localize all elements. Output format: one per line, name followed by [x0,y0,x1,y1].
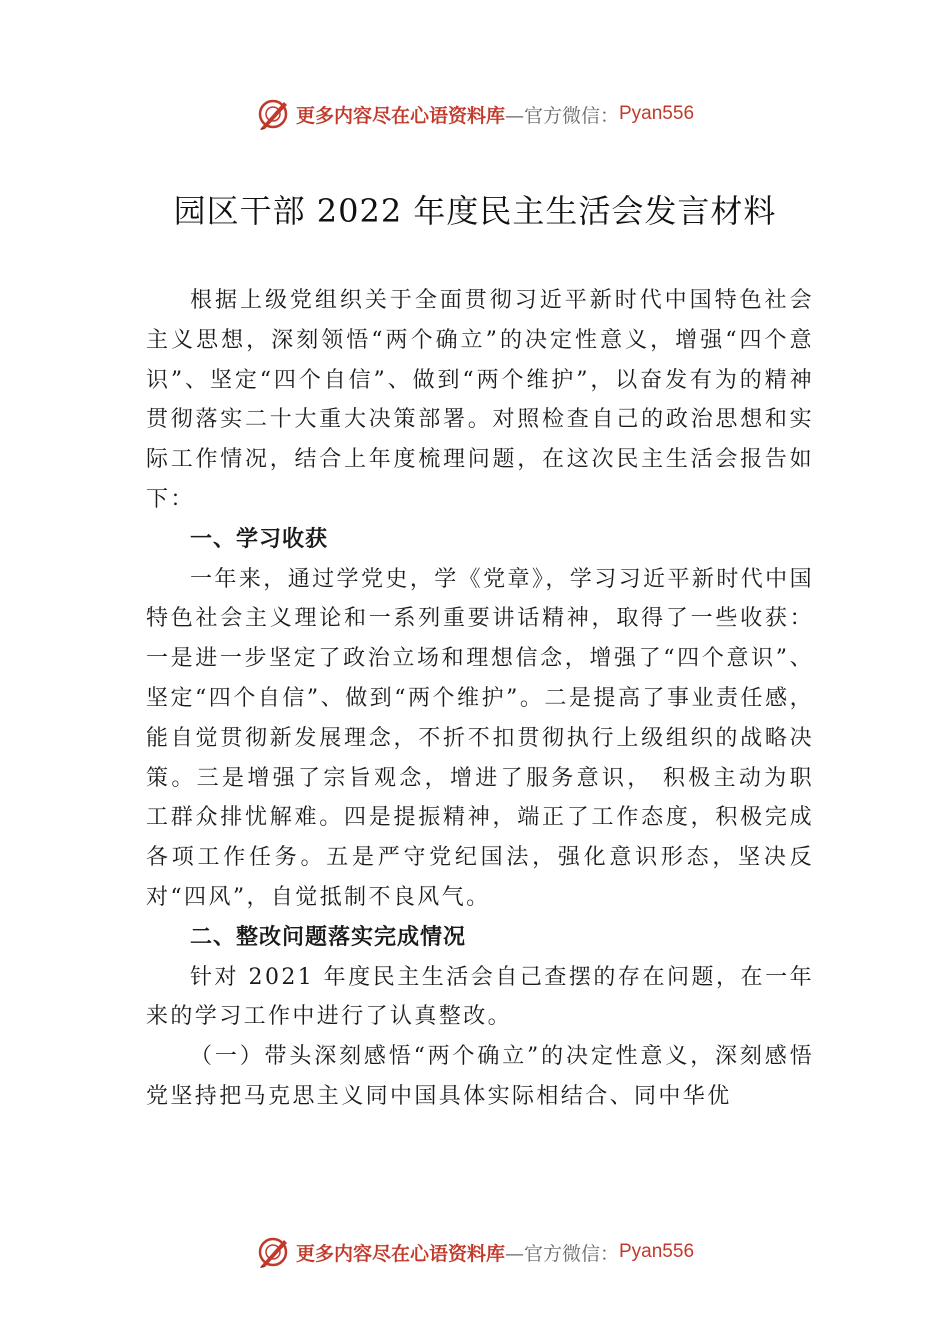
document-title: 园区干部 2022 年度民主生活会发言材料 [173,192,777,230]
watermark-footer [0,1232,950,1272]
heading-learning-gains: 一、学习收获 [190,526,329,552]
heading-rectification: 二、整改问题落实完成情况 [190,924,467,950]
watermark-grey-text: —官方微信： [504,1242,619,1265]
paragraph-learning-gains: 一年来，通过学党史，学《党章》，学习习近平新时代中国特色社会主义理论和一系列重要讲话精神，取得了一些收获：一是进一步坚定了政治立场和理想信念，增强了“四个意识”、坚定“四个自信”、做到“两个维护”。二是提高了事业责任感，能自觉贯彻新发展理念，不折不扣贯彻执行上级组织的战略决策。三是增强了宗旨观念，增进了服务意识， 积极主动为职工群众排忧解难。四是提振精神，端正了工作态度，积极完成各项工作任务。五是严守党纪国法，强化意识形态，坚决反对“四风”，自觉抵制不良风气。 [146,566,814,910]
watermark-grey-text: —官方微信： [504,104,619,127]
paragraph-rectification-intro: 针对 2021 年度民主生活会自己查摆的存在问题，在一年来的学习工作中进行了认真整改。 [146,964,814,1030]
pen-circle-logo-icon [256,97,290,131]
watermark-wechat-id: Pyan556 [619,1241,695,1262]
pen-circle-logo-icon [256,1235,290,1269]
watermark-header [0,94,950,134]
watermark-red-text: 更多内容尽在心语资料库 [295,104,505,127]
watermark-red-text: 更多内容尽在心语资料库 [295,1242,505,1265]
paragraph-intro: 根据上级党组织关于全面贯彻习近平新时代中国特色社会主义思想，深刻领悟“两个确立”的决定性意义，增强“四个意识”、坚定“四个自信”、做到“两个维护”，以奋发有为的精神贯彻落实二十大重大决策部署。对照检查自己的政治思想和实际工作情况，结合上年度梳理问题，在这次民主生活会报告如下： [146,288,814,512]
document-body [146,281,814,1117]
paragraph-rectification-item-1: （一）带头深刻感悟“两个确立”的决定性意义，深刻感悟党坚持把马克思主义同中国具体实际相结合、同中华优 [146,1044,814,1109]
watermark-wechat-id: Pyan556 [619,103,695,124]
